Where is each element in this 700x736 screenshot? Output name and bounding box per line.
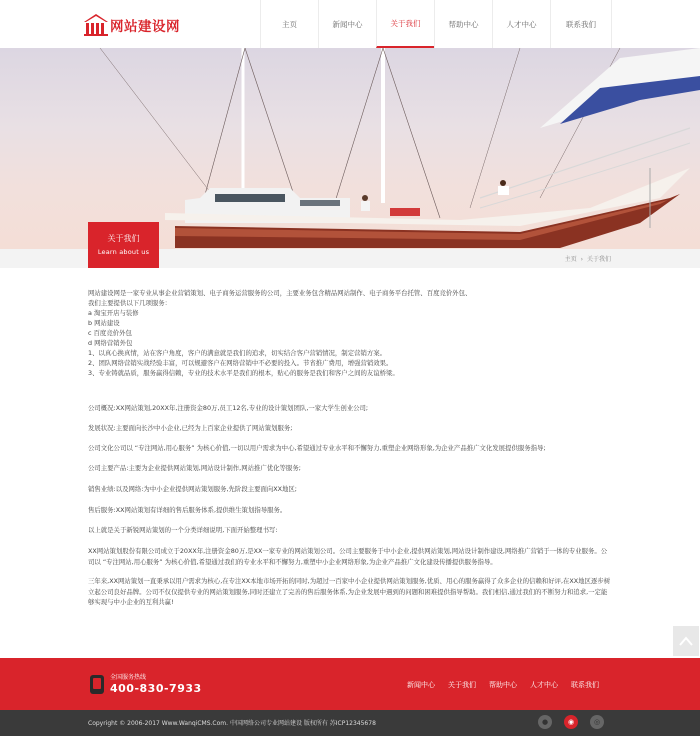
about-us-tab xyxy=(88,222,159,268)
qq-icon[interactable]: ● xyxy=(538,715,552,729)
back-to-top-button[interactable] xyxy=(673,626,699,656)
footer-nav-about[interactable]: 关于我们 xyxy=(448,681,476,689)
intro-line: 2、团队网络营销实战经验丰富，可以规避客户在网络营销中不必要的投入。节省推广费用，增强营销效果。 xyxy=(88,359,393,367)
intro-line: 我们主要提供以下几项服务： xyxy=(88,299,172,307)
intro-line: 网站建设网是一家专业从事企业营销策划、电子商务运营服务的公司，主要业务包含精品网站制作、电子商务平台托管、百度竞价外包、 xyxy=(88,289,472,297)
nav-item-home[interactable]: 主页 xyxy=(260,0,318,48)
hotline-label: 全国服务热线 xyxy=(110,674,147,681)
footer-nav-talent[interactable]: 人才中心 xyxy=(530,681,558,689)
intro-line: a 淘宝开店与装修 xyxy=(88,309,139,317)
intro-line: d 网络营销外包 xyxy=(88,339,133,347)
footer-main xyxy=(0,658,700,710)
site-header xyxy=(0,0,700,48)
breadcrumb-separator: › xyxy=(580,256,584,263)
logo-text: 网站建设网 xyxy=(110,19,180,35)
building-logo-icon xyxy=(84,14,108,36)
nav-item-contact[interactable]: 联系我们 xyxy=(550,0,612,48)
intro-line: 3、专业铸就品质，服务赢得信赖，专业的技术水平是我们的根本，贴心的服务是我们和客户之间的友谊桥梁。 xyxy=(88,369,399,377)
nav-item-about[interactable]: 关于我们 xyxy=(376,0,434,48)
footer-bottom xyxy=(0,710,700,736)
sailboat-image xyxy=(0,48,700,249)
company-overview: 公司概况:XX网站策划,20XX年,注册资金80万,员工12名,专业的设计策划团队,一家大学生创业公司; xyxy=(88,404,369,412)
nav-item-news[interactable]: 新闻中心 xyxy=(318,0,376,48)
after-sales: 售后服务:XX网站策划有详细的售后服务体系,提供维生策划指导服务。 xyxy=(88,506,287,514)
about-tab-subtitle: Learn about us xyxy=(97,248,150,256)
breadcrumb-home[interactable]: 主页 xyxy=(564,256,577,263)
hero-banner xyxy=(0,48,700,249)
nav-item-talent[interactable]: 人才中心 xyxy=(492,0,550,48)
footer-nav xyxy=(407,680,612,690)
intro-line: 1、以真心换真情，站在客户角度，客户的满意就是我们的追求，切实结合客户营销情况，制定营销方案。 xyxy=(88,349,387,357)
about-intro xyxy=(88,288,612,378)
company-history: 三年来,XX网站策划一直秉承以用户需求为核心,在专注XX本地市场开拓的同时,为超过一百家中小企业提供网站策划服务,优质、用心的服务赢得了众多企业的信赖和好评,在XX地区逐步树立起公司良好品牌。公司不仅仅提供专业的网站策划服务,同时还建立了完善的售后服务体系,为企业发展中遇到的问题和困难提供指导帮助。我们相信,通过我们的不断努力和追求,一定能够实现与中小企业的互利共赢! xyxy=(88,577,611,606)
footer-nav-news[interactable]: 新闻中心 xyxy=(407,681,435,689)
intro-line: b 网站建设 xyxy=(88,319,120,327)
hotline xyxy=(90,674,202,695)
phone-icon xyxy=(90,675,104,694)
breadcrumb xyxy=(564,254,612,263)
hotline-number: 400-830-7933 xyxy=(110,682,202,695)
intro-line: c 百度竞价外包 xyxy=(88,329,132,337)
about-tab-title: 关于我们 xyxy=(107,234,140,243)
footer-nav-contact[interactable]: 联系我们 xyxy=(571,681,599,689)
summary-line: 以上就是关于新锐网站策划的一个分类详细说明,下面开始整理书写: xyxy=(88,526,278,534)
company-profile: XX网站策划股份有限公司成立于20XX年,注册资金80万,是XX一家专业的网站策划公司。公司主要服务于中小企业,提供网站策划,网站设计制作建设,网络推广营销于一体的专业服务。公司以 “专注网站,用心服务” 为核心价值,希望通过我们的专业水平和不懈努力,重塑中小企业网络形象,为企业产品推广文化建设传播提供服务指导。 xyxy=(88,547,608,566)
main-products: 公司主要产品:主要为企业提供网站策划,网站设计制作,网站推广优化等服务; xyxy=(88,464,301,472)
main-nav xyxy=(260,0,612,48)
breadcrumb-current: 关于我们 xyxy=(586,256,611,263)
sales-network: 销售业绩:以及网络:为中小企业提供网站策划服务,先阶段主要面向XX地区; xyxy=(88,485,297,493)
company-culture: 公司文化公司以 “专注网站,用心服务” 为核心价值,一切以用户需求为中心,希望通过专业水平和不懈努力,重塑企业网络形象,为企业产品推广文化发展提供服务指导; xyxy=(88,444,546,452)
nav-item-help[interactable]: 帮助中心 xyxy=(434,0,492,48)
development-status: 发展状况:主要面向长沙中小企业,已经为上百家企业提供了网站策划服务; xyxy=(88,424,293,432)
wechat-icon[interactable]: ◉ xyxy=(564,715,578,729)
social-links xyxy=(538,715,616,729)
weibo-icon[interactable]: ◎ xyxy=(590,715,604,729)
copyright: Copyright © 2006-2017 Www.WanqiCMS.Com. 中国网络公司专业网站建设 版权所有 苏ICP12345678 xyxy=(88,720,376,727)
chevron-up-icon xyxy=(679,636,693,646)
footer-nav-help[interactable]: 帮助中心 xyxy=(489,681,517,689)
site-logo[interactable] xyxy=(84,13,180,37)
